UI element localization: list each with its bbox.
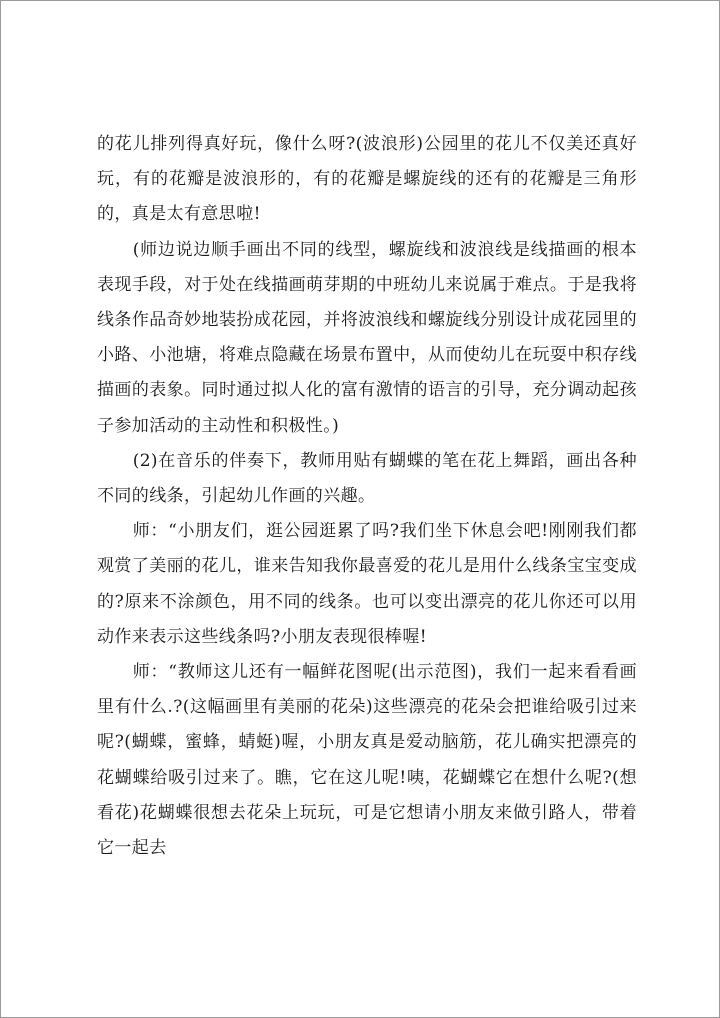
paragraph-2: (师边说边顺手画出不同的线型，螺旋线和波浪线是线描画的根本表现手段，对于处在线描画萌芽期的中班幼儿来说属于难点。于是我将线条作品奇妙地装扮成花园，并将波浪线和螺旋线分别设计成花园里的小路、小池塘，将难点隐藏在场景布置中，从而使幼儿在玩耍中积存线描画的表象。同时通过拟人化的富有激情的语言的引导，充分调动起孩子参加活动的主动性和积极性。) [97,239,637,436]
document-body [97,127,637,866]
paragraph-4: 师：“小朋友们，逛公园逛累了吗?我们坐下休息会吧!刚刚我们都观赏了美丽的花儿，谁来告知我你最喜爱的花儿是用什么线条宝宝变成的?原来不涂颜色，用不同的线条。也可以变出漂亮的花儿你还可以用动作来表示这些线条吗?小朋友表现很棒喔! [97,521,637,647]
paragraph-3: (2)在音乐的伴奏下，教师用贴有蝴蝶的笔在花上舞蹈，画出各种不同的线条，引起幼儿作画的兴趣。 [97,450,637,507]
paragraph-1: 的花儿排列得真好玩，像什么呀?(波浪形)公园里的花儿不仅美还真好玩，有的花瓣是波浪形的，有的花瓣是螺旋线的还有的花瓣是三角形的，真是太有意思啦! [97,134,637,225]
paragraph-5: 师：“教师这儿还有一幅鲜花图呢(出示范图)，我们一起来看看画里有什么.?(这幅画里有美丽的花朵)这些漂亮的花朵会把谁给吸引过来呢?(蝴蝶，蜜蜂，蜻蜓)喔，小朋友真是爱动脑筋，花儿确实把漂亮的花蝴蝶给吸引过来了。瞧，它在这儿呢!咦，花蝴蝶它在想什么呢?(想看花)花蝴蝶很想去花朵上玩玩，可是它想请小朋友来做引路人，带着它一起去 [97,662,637,859]
